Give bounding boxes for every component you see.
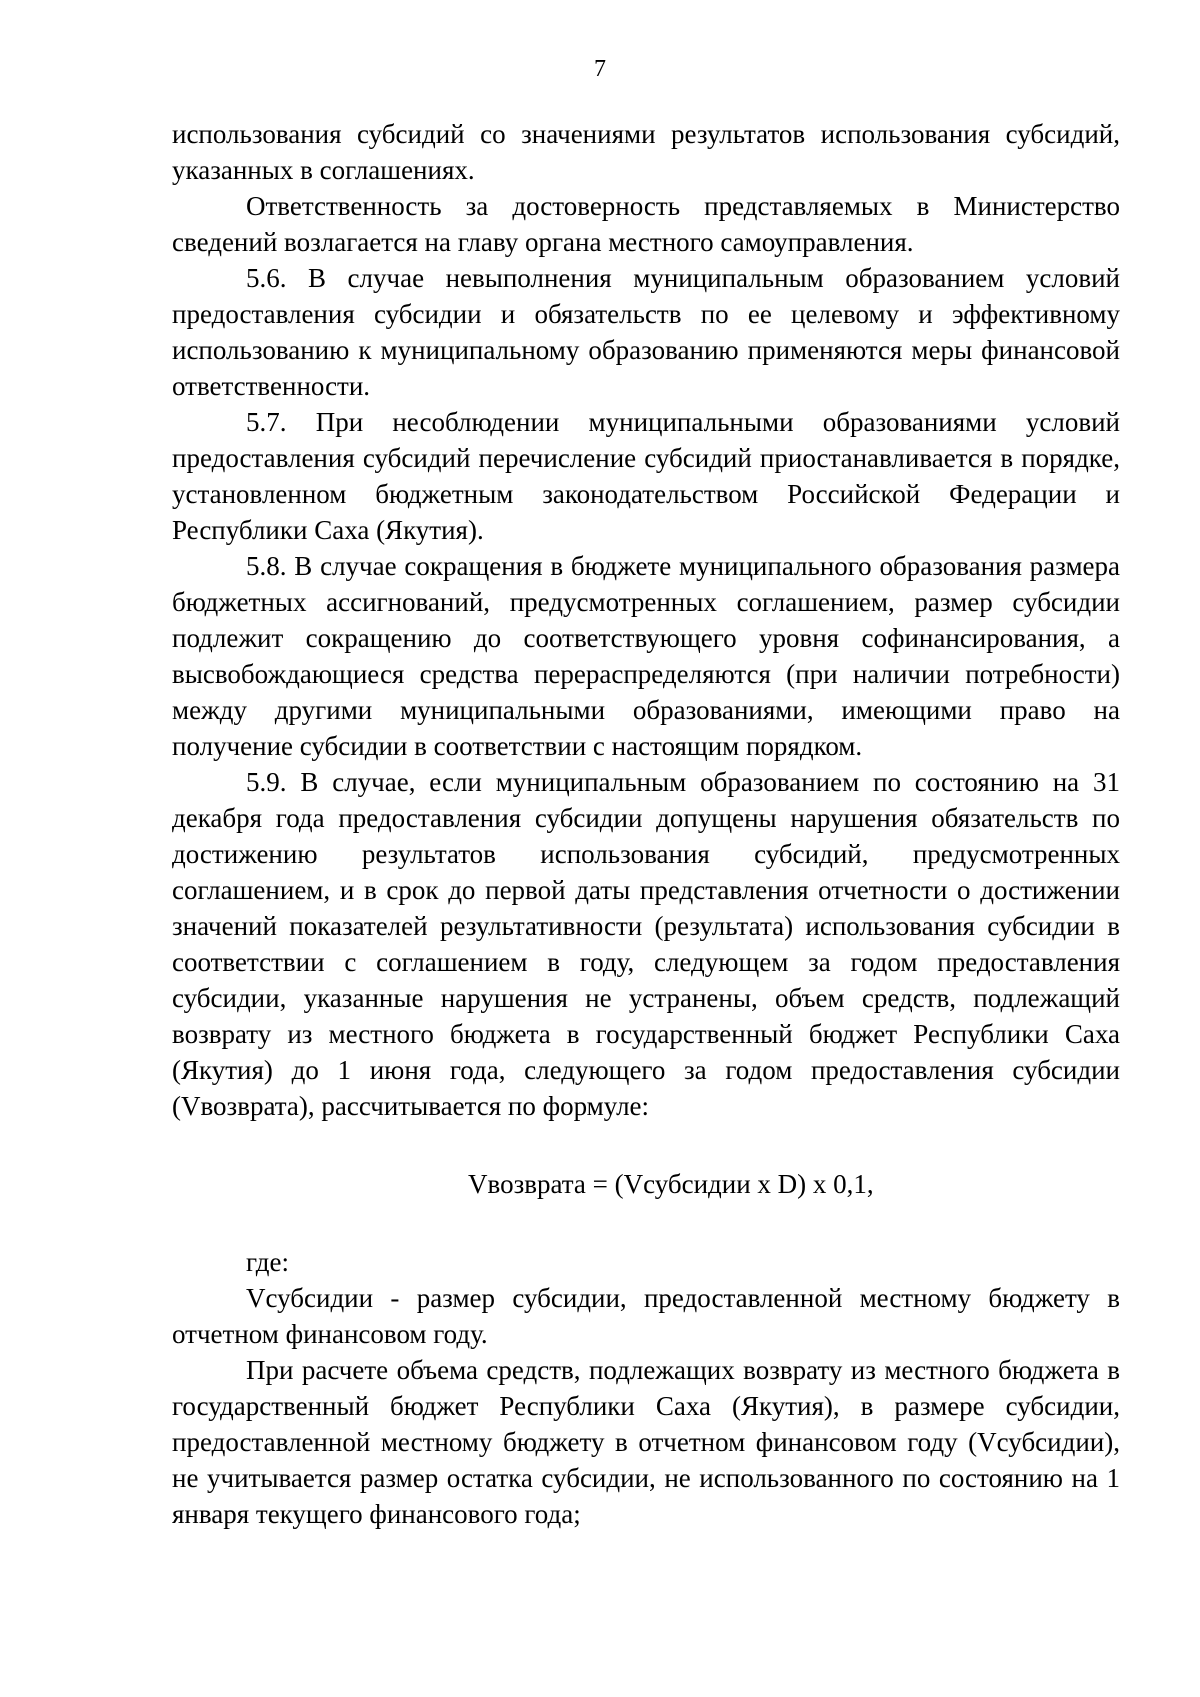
formula-refund: Vвозврата = (Vсубсидии x D) x 0,1, — [468, 1169, 874, 1199]
paragraph-continuation: использования субсидий со значениями результатов использования субсидий, указанных в соглашениях. — [172, 119, 1120, 185]
paragraph-calculation-note: При расчете объема средств, подлежащих возврату из местного бюджета в государственный бюджет Республики Саха (Якутия), в размере субсидии, предоставленной местному бюджету в отчетном финансовом году (Vсубсидии), не учитывается размер остатка субсидии, не использованного по состоянию на 1 января текущего финансового года; — [172, 1355, 1120, 1529]
paragraph-5-8: 5.8. В случае сокращения в бюджете муниципального образования размера бюджетных ассигнований, предусмотренных соглашением, размер субсидии подлежит сокращению до соответствующего уровня софинансирования, а высвобождающиеся средства перераспределяются (при наличии потребности) между другими муниципальными образованиями, имеющими право на получение субсидии в соответствии с настоящим порядком. — [172, 551, 1120, 761]
paragraph-5-9: 5.9. В случае, если муниципальным образованием по состоянию на 31 декабря года предоставления субсидии допущены нарушения обязательств по достижению результатов использования субсидий, предусмотренных соглашением, и в срок до первой даты представления отчетности о достижении значений показателей результативности (результата) использования субсидии в соответствии с соглашением в году, следующем за годом предоставления субсидии, указанные нарушения не устранены, объем средств, подлежащий возврату из местного бюджета в государственный бюджет Республики Саха (Якутия) до 1 июня года, следующего за годом предоставления субсидии (Vвозврата), рассчитывается по формуле: — [172, 767, 1120, 1121]
paragraph-5-7: 5.7. При несоблюдении муниципальными образованиями условий предоставления субсидий перечисление субсидий приостанавливается в порядке, установленном бюджетным законодательством Российской Федерации и Республики Саха (Якутия). — [172, 407, 1120, 545]
where-label: где: — [246, 1247, 289, 1277]
paragraph-responsibility: Ответственность за достоверность представляемых в Министерство сведений возлагается на главу органа местного самоуправления. — [172, 191, 1120, 257]
paragraph-5-6: 5.6. В случае невыполнения муниципальным образованием условий предоставления субсидии и обязательств по ее целевому и эффективному использованию к муниципальному образованию применяются меры финансовой ответственности. — [172, 263, 1120, 401]
paragraph-v-subsidy-definition: Vсубсидии - размер субсидии, предоставленной местному бюджету в отчетном финансовом году. — [172, 1283, 1120, 1349]
document-body — [172, 116, 1120, 1532]
page-number: 7 — [594, 56, 606, 82]
